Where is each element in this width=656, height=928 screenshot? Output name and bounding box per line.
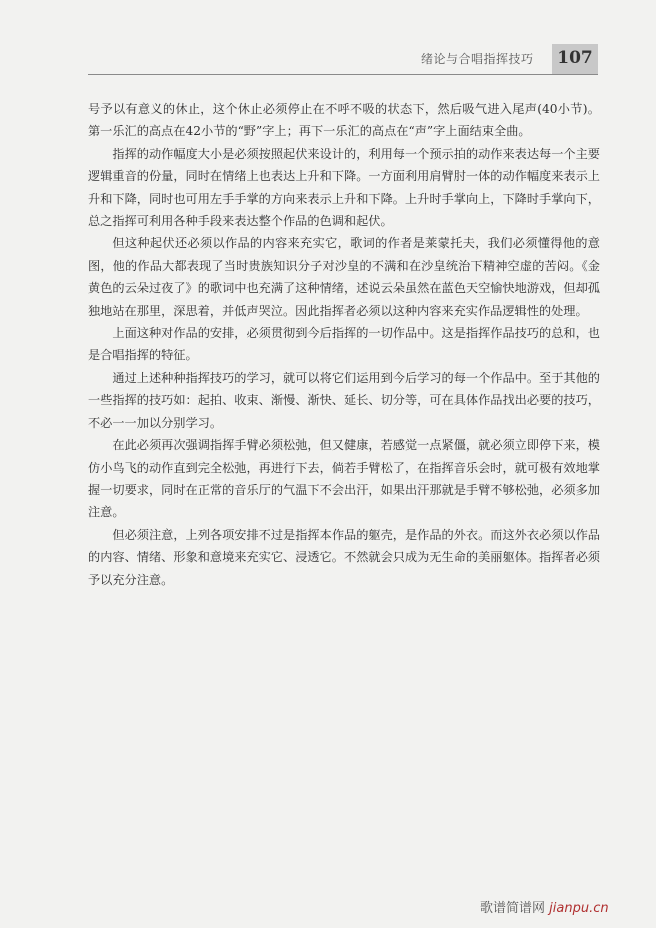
page-number: 107 xyxy=(557,48,593,68)
paragraph: 上面这种对作品的安排，必须贯彻到今后指挥的一切作品中。这是指挥作品技巧的总和，也是合唱指挥的特征。 xyxy=(88,326,600,363)
header-rule xyxy=(88,74,598,75)
watermark xyxy=(480,897,609,916)
watermark-url: jianpu.cn xyxy=(549,901,609,916)
paragraph: 号予以有意义的休止，这个休止必须停止在不呼不吸的状态下，然后吸气进入尾声(40小节)。第一乐汇的高点在42小节的“野”字上；再下一乐汇的高点在“声”字上面结束全曲。 xyxy=(88,102,600,139)
running-header-title: 绪论与合唱指挥技巧 xyxy=(421,52,534,66)
watermark-site-name: 歌谱简谱网 xyxy=(480,901,546,916)
paragraph: 在此必须再次强调指挥手臂必须松弛，但又健康，若感觉一点紧僵，就必须立即停下来，模仿小鸟飞的动作直到完全松弛，再进行下去，倘若手臂松了，在指挥音乐会时，就可极有效地掌握一切要求，同时在正常的音乐厅的气温下不会出汗，如果出汗那就是手臂不够松弛，必须多加注意。 xyxy=(88,438,600,520)
paragraph: 通过上述种种指挥技巧的学习，就可以将它们运用到今后学习的每一个作品中。至于其他的一些指挥的技巧如：起拍、收束、渐慢、渐快、延长、切分等，可在具体作品找出必要的技巧，不必一一加以分别学习。 xyxy=(88,370,600,430)
paragraph: 指挥的动作幅度大小是必须按照起伏来设计的，利用每一个预示拍的动作来表达每一个主要逻辑重音的份量，同时在情绪上也表达上升和下降。一方面利用肩臂肘一体的动作幅度来表示上升和下降，同时也可用左手手掌的方向来表示上升和下降。上升时手掌向上，下降时手掌向下，总之指挥可利用各种手段来表达整个作品的色调和起伏。 xyxy=(88,146,600,229)
body-text xyxy=(88,98,600,591)
paragraph: 但这种起伏还必须以作品的内容来充实它，歌词的作者是莱蒙托夫，我们必须懂得他的意图，他的作品大都表现了当时贵族知识分子对沙皇的不满和在沙皇统治下精神空虚的苦闷。《金黄色的云朵过夜了》的歌词中也充满了这种情绪，述说云朵虽然在蓝色天空愉快地游戏，但却孤独地站在那里，深思着，并低声哭泣。因此指挥者必须以这种内容来充实作品逻辑性的处理。 xyxy=(88,236,600,318)
paragraph: 但必须注意，上列各项安排不过是指挥本作品的躯壳，是作品的外衣。而这外衣必须以作品的内容、情绪、形象和意境来充实它、浸透它。不然就会只成为无生命的美丽躯体。指挥者必须予以充分注意。 xyxy=(88,527,600,587)
